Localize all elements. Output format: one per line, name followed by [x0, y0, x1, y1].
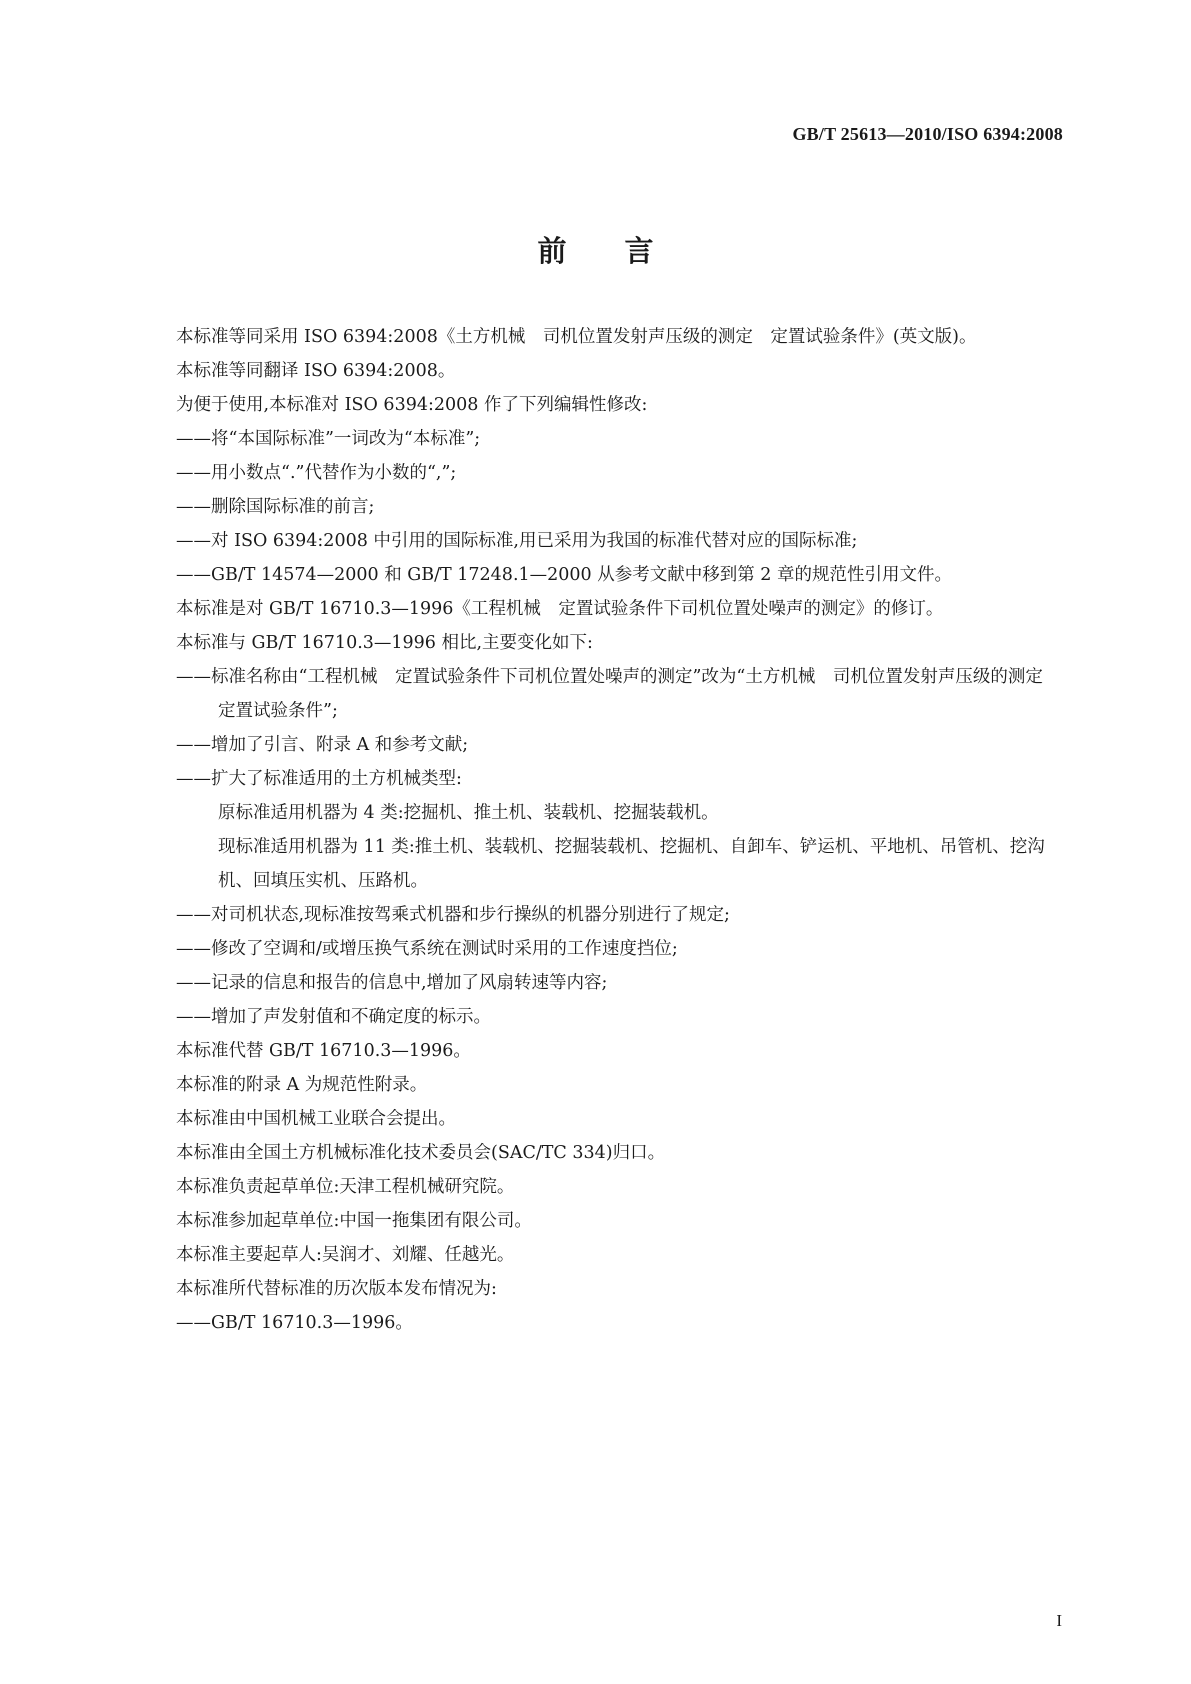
list-item-change-2: ——增加了引言、附录 A 和参考文献; — [176, 735, 469, 755]
paragraph-revision: 本标准是对 GB/T 16710.3—1996《工程机械 定置试验条件下司机位置处噪声的测定》的修订。 — [176, 599, 944, 619]
paragraph-translation: 本标准等同翻译 ISO 6394:2008。 — [176, 361, 456, 381]
list-item-editorial-5: ——GB/T 14574—2000 和 GB/T 17248.1—2000 从参考文献中移到第 2 章的规范性引用文件。 — [176, 565, 952, 585]
list-item-change-4: ——对司机状态,现标准按驾乘式机器和步行操纵的机器分别进行了规定; — [176, 905, 730, 925]
paragraph-changes-intro: 本标准与 GB/T 16710.3—1996 相比,主要变化如下: — [176, 633, 593, 653]
paragraph-adoption: 本标准等同采用 ISO 6394:2008《土方机械 司机位置发射声压级的测定 定置试验条件》(英文版)。 — [176, 327, 977, 347]
page-title: 前 言 — [537, 234, 654, 268]
paragraph-editorial-intro: 为便于使用,本标准对 ISO 6394:2008 作了下列编辑性修改: — [176, 395, 648, 415]
paragraph-history-intro: 本标准所代替标准的历次版本发布情况为: — [176, 1279, 497, 1299]
sub-item-current-machines: 现标准适用机器为 11 类:推土机、装载机、挖掘装载机、挖掘机、自卸车、铲运机、平地机、吊管机、挖沟机、回填压实机、压路机。 — [218, 837, 1045, 891]
list-item-history-1: ——GB/T 16710.3—1996。 — [176, 1313, 413, 1333]
list-item-editorial-1: ——将“本国际标准”一词改为“本标准”; — [176, 429, 481, 449]
list-item-editorial-4: ——对 ISO 6394:2008 中引用的国际标准,用已采用为我国的标准代替对应的国际标准; — [176, 531, 858, 551]
paragraph-annex: 本标准的附录 A 为规范性附录。 — [176, 1075, 428, 1095]
list-item-change-7: ——增加了声发射值和不确定度的标示。 — [176, 1007, 491, 1027]
paragraph-replaces: 本标准代替 GB/T 16710.3—1996。 — [176, 1041, 471, 1061]
list-item-change-5: ——修改了空调和/或增压换气系统在测试时采用的工作速度挡位; — [176, 939, 678, 959]
list-item-editorial-3: ——删除国际标准的前言; — [176, 497, 375, 517]
paragraph-main-drafters: 本标准主要起草人:吴润才、刘耀、任越光。 — [176, 1245, 515, 1265]
list-item-editorial-2: ——用小数点“.”代替作为小数的“,”; — [176, 463, 457, 483]
list-item-change-3: ——扩大了标准适用的土方机械类型: — [176, 769, 462, 789]
sub-item-original-machines: 原标准适用机器为 4 类:挖掘机、推土机、装载机、挖掘装载机。 — [218, 803, 719, 823]
paragraph-under-jurisdiction: 本标准由全国土方机械标准化技术委员会(SAC/TC 334)归口。 — [176, 1143, 666, 1163]
paragraph-proposed-by: 本标准由中国机械工业联合会提出。 — [176, 1109, 456, 1129]
list-item-change-6: ——记录的信息和报告的信息中,增加了风扇转速等内容; — [176, 973, 608, 993]
page-number: I — [1056, 1611, 1062, 1630]
list-item-change-1: ——标准名称由“工程机械 定置试验条件下司机位置处噪声的测定”改为“土方机械 司机位置发射声压级的测定 定置试验条件”; — [176, 667, 1061, 721]
paragraph-drafting-lead: 本标准负责起草单位:天津工程机械研究院。 — [176, 1177, 515, 1197]
standard-number-header: GB/T 25613—2010/ISO 6394:2008 — [792, 124, 1063, 144]
paragraph-drafting-participant: 本标准参加起草单位:中国一拖集团有限公司。 — [176, 1211, 532, 1231]
foreword-body — [124, 320, 1064, 1340]
